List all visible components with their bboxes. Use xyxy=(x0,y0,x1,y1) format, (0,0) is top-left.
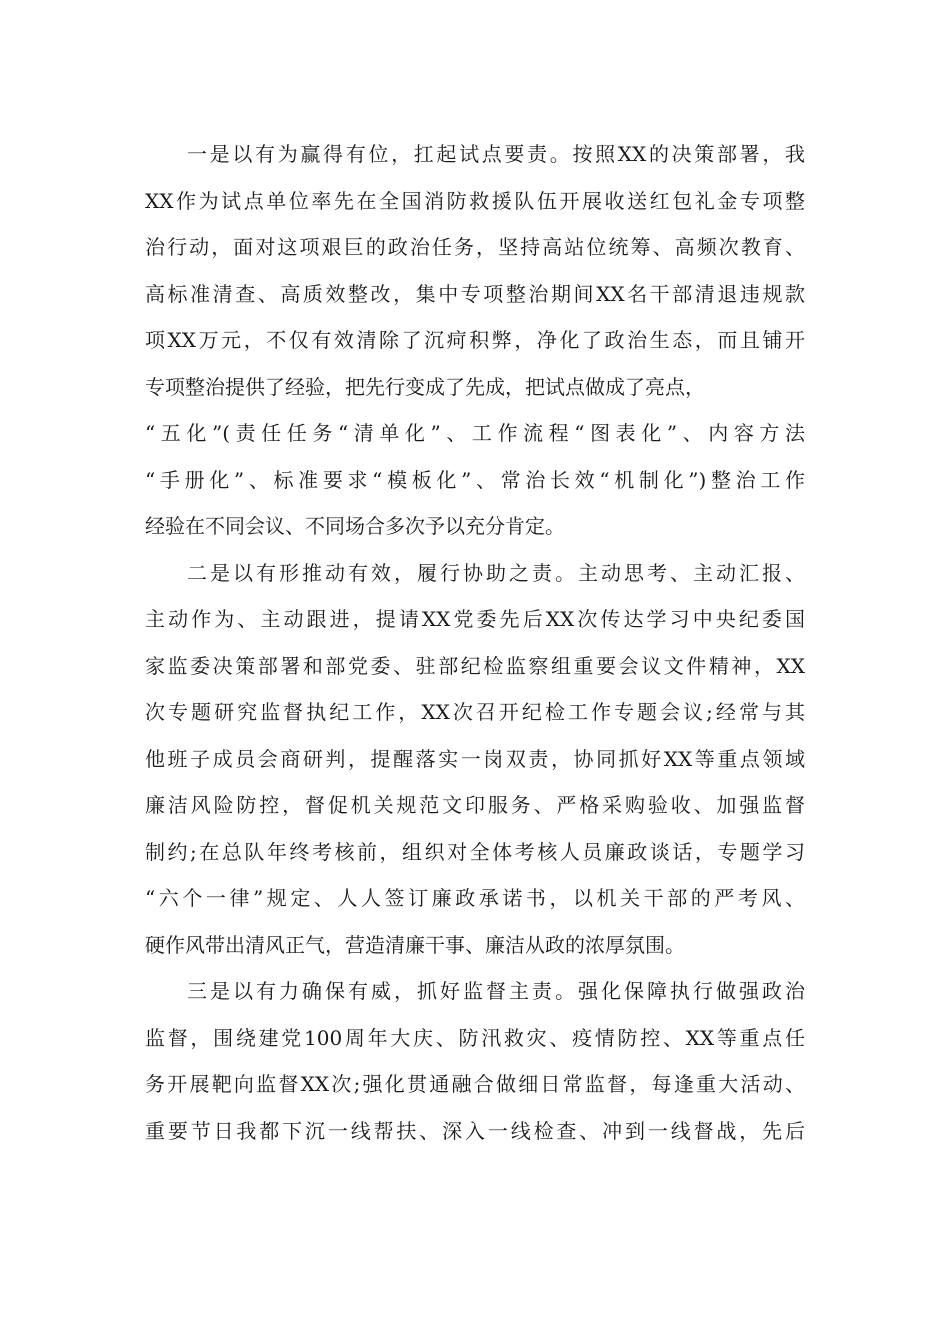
text-line: 硬作风带出清风正气，营造清廉干事、廉洁从政的浓厚氛围。 xyxy=(145,932,685,957)
text-line: 三是以有力确保有威，抓好监督主责。强化保障执行做强政治 xyxy=(187,979,805,1003)
paragraph-1 xyxy=(145,131,805,550)
text-line: 家监委决策部署和部党委、驻部纪检监察组重要会议文件精神，XX xyxy=(145,653,805,678)
text-line: “手册化”、标准要求“模板化”、常治长效“机制化”)整治工作 xyxy=(145,467,805,492)
text-line: 主动作为、主动跟进，提请XX党委先后XX次传达学习中央纪委国 xyxy=(145,607,805,631)
paragraph-2 xyxy=(145,550,805,969)
text-line: XX作为试点单位率先在全国消防救援队伍开展收送红包礼金专项整 xyxy=(145,188,805,213)
text-line: 治行动，面对这项艰巨的政治任务，坚持高站位统筹、高频次教育、 xyxy=(145,235,805,259)
text-line: 制约;在总队年终考核前，组织对全体考核人员廉政谈话，专题学习 xyxy=(145,839,805,864)
paragraph-3 xyxy=(145,968,805,1154)
text-line: 次专题研究监督执纪工作，XX次召开纪检工作专题会议;经常与其 xyxy=(145,700,805,724)
text-line: 廉洁风险防控，督促机关规范文印服务、严格采购验收、加强监督 xyxy=(145,793,805,817)
text-line: 高标准清查、高质效整改，集中专项整治期间XX名干部清退违规款 xyxy=(145,281,805,306)
text-line: 监督，围绕建党100周年大庆、防汛救灾、疫情防控、XX等重点任 xyxy=(145,1025,805,1050)
text-line: 项XX万元，不仅有效清除了沉疴积弊，净化了政治生态，而且铺开 xyxy=(145,328,805,352)
text-line: 一是以有为赢得有位，扛起试点要责。按照XX的决策部署，我 xyxy=(187,142,805,166)
document-body xyxy=(145,131,805,1154)
text-line: 重要节日我都下沉一线帮扶、深入一线检查、冲到一线督战，先后 xyxy=(145,1118,805,1143)
text-line: 经验在不同会议、不同场合多次予以充分肯定。 xyxy=(145,514,565,538)
text-line: 二是以有形推动有效，履行协助之责。主动思考、主动汇报、 xyxy=(187,560,805,585)
text-line: 务开展靶向监督XX次;强化贯通融合做细日常监督，每逢重大活动、 xyxy=(145,1072,805,1096)
text-line: 专项整治提供了经验，把先行变成了先成，把试点做成了亮点， xyxy=(145,374,705,399)
text-line: 他班子成员会商研判，提醒落实一岗双责，协同抓好XX等重点领域 xyxy=(145,746,805,771)
text-line: “六个一律”规定、人人签订廉政承诺书，以机关干部的严考风、 xyxy=(145,886,805,910)
text-line: “五化”(责任任务“清单化”、工作流程“图表化”、内容方法 xyxy=(145,421,805,445)
